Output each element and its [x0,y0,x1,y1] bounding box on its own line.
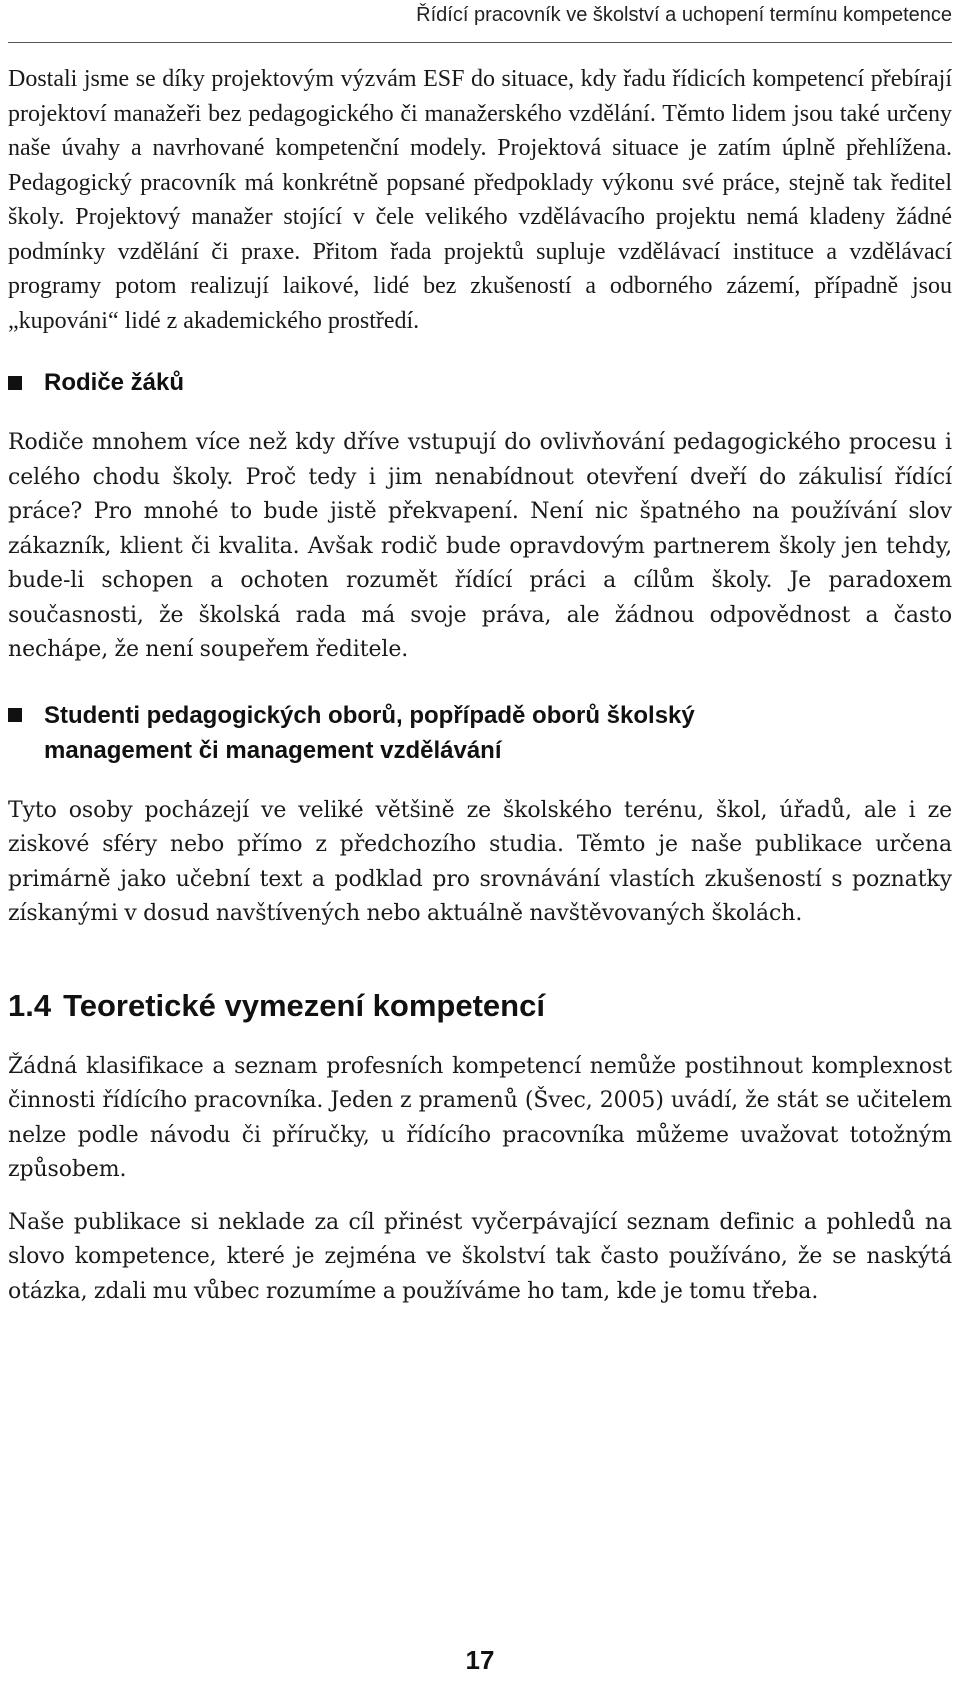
section-number: 1.4 [8,987,52,1023]
heading-students [8,698,952,768]
header-rule [8,42,952,43]
paragraph-parents: Rodiče mnohem více než kdy dříve vstupují do ovlivňování pedagogického procesu i celého chodu školy. Proč tedy i jim nenabídnout otevření dveří do zákulisí řídící práce? Pro mnohé to bude jistě překvapení. Není nic špatného na používání slov zákazník, klient či kvalita. Avšak rodič bude opravdovým partnerem školy jen tehdy, bude-li schopen a ochoten rozumět řídící práci a cílům školy. Je paradoxem současnosti, že školská rada má svoje práva, ale žádnou odpovědnost a často nechápe, že není soupeřem ředitele. [8,430,952,662]
page-number: 17 [465,1645,495,1675]
square-bullet-icon [8,376,22,390]
page-content [8,62,952,1309]
square-bullet-icon [8,708,22,722]
heading-parents [8,366,952,400]
paragraph-classification: Žádná klasifikace a seznam profesních kompetencí nemůže postihnout komplexnost činnosti řídícího pracovníka. Jeden z pramenů (Švec, 2005) uvádí, že stát se učitelem nelze podle návodu či příručky, u řídícího pracovníka můžeme uvažovat totožným způsobem. [8,1053,952,1182]
document-page [8,0,952,1688]
running-header: Řídící pracovník ve školství a uchopení termínu kompetence [416,4,952,26]
paragraph-students: Tyto osoby pocházejí ve veliké většině ze školského terénu, škol, úřadů, ale i ze ziskové sféry nebo přímo z předchozího studia. Těmto je naše publikace určena primárně jako učební text a podklad pro srovnávání vlastích zkušeností s poznatky získanými v dosud navštívených nebo aktuálně navštěvovaných školách. [8,797,952,926]
section-title: Teoretické vymezení kompetencí [63,987,545,1023]
paragraph-intro: Dostali jsme se díky projektovým výzvám ESF do situace, kdy řadu řídicích kompetencí přebírají projektoví manažeři bez pedagogického či manažerského vzdělání. Těmto lidem jsou také určeny naše úvahy a navrhované kompetenční modely. Projektová situace je zatím úplně přehlížena. Pedagogický pracovník má konkrétně popsané předpoklady výkonu své práce, stejně tak ředitel školy. Projektový manažer stojící v čele velikého vzdělávacího projektu nemá kladeny žádné podmínky vzdělání či praxe. Přitom řada projektů supluje vzdělávací instituce a vzdělávací programy potom realizují laikové, lidé bez zkušeností a odborného zázemí, případně jsou „kupováni“ lidé z akademického prostředí. [8,66,952,334]
heading-students-line2: management či management vzdělávání [44,736,502,764]
paragraph-aim: Naše publikace si neklade za cíl přinést vyčerpávající seznam definic a pohledů na slovo kompetence, které je zejména ve školství tak často používáno, že se naskýtá otázka, zdali mu vůbec rozumíme a používáme ho tam, kde je tomu třeba. [8,1209,952,1304]
section-heading [8,986,952,1026]
heading-students-line1: Studenti pedagogických oborů, popřípadě oborů školský [44,701,695,729]
heading-parents-text: Rodiče žáků [44,369,185,396]
